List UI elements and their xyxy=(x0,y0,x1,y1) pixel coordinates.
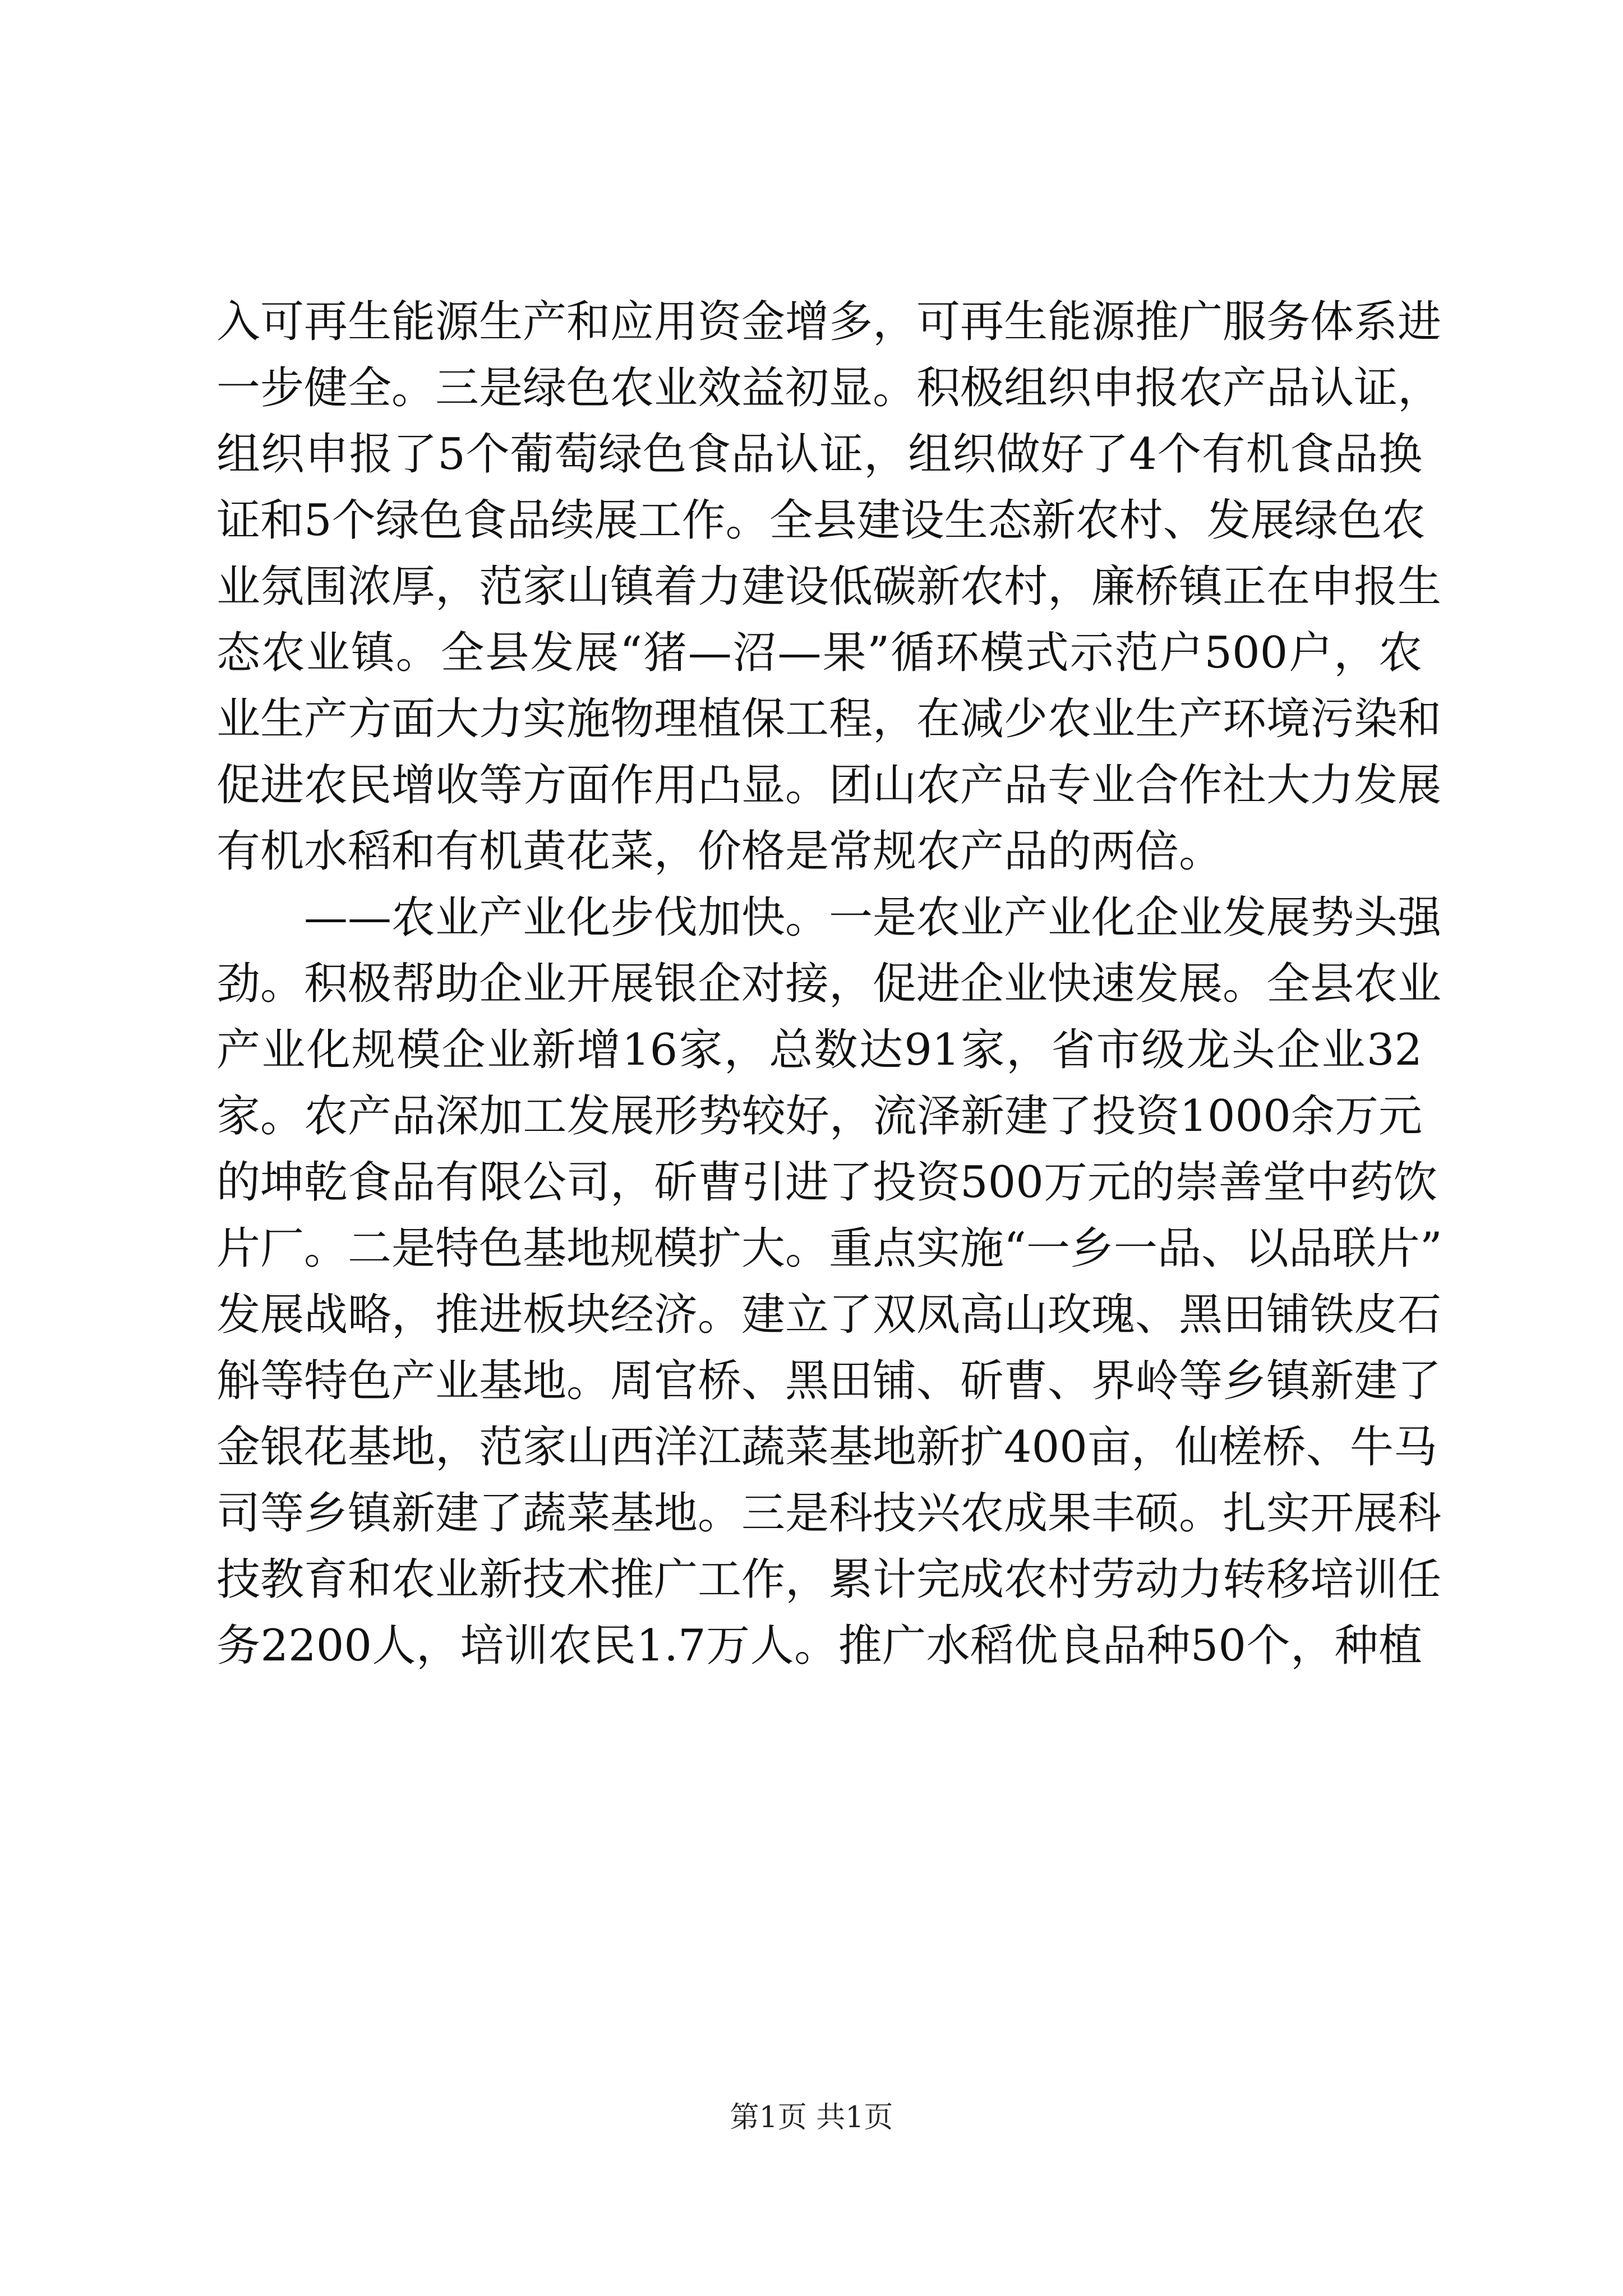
text-line: 斛等特色产业基地。周官桥、黑田铺、斫曹、界岭等乡镇新建了 xyxy=(216,1356,1442,1406)
text-line: 态农业镇。全县发展“猪—沼—果”循环模式示范户500户，农 xyxy=(216,628,1422,678)
paragraph xyxy=(216,885,1442,1679)
text-line: 劲。积极帮助企业开展银企对接，促进企业快速发展。全县农业 xyxy=(216,959,1442,1009)
text-line: 业生产方面大力实施物理植保工程，在减少农业生产环境污染和 xyxy=(216,694,1442,744)
text-line: 的坤乾食品有限公司，斫曹引进了投资500万元的崇善堂中药饮 xyxy=(216,1157,1437,1208)
page-footer: 第1页 共1页 xyxy=(730,2101,893,2134)
paragraph xyxy=(216,289,1442,885)
text-line: 发展战略，推进板块经济。建立了双凤高山玫瑰、黑田铺铁皮石 xyxy=(216,1290,1442,1340)
text-line: 产业化规模企业新增16家，总数达91家，省市级龙头企业32 xyxy=(216,1025,1422,1075)
text-line: 司等乡镇新建了蔬菜基地。三是科技兴农成果丰硕。扎实开展科 xyxy=(216,1488,1442,1539)
text-line: 金银花基地，范家山西洋江蔬菜基地新扩400亩，仙槎桥、牛马 xyxy=(216,1422,1437,1473)
text-line: 促进农民增收等方面作用凸显。团山农产品专业合作社大力发展 xyxy=(216,760,1442,811)
text-line: 有机水稻和有机黄花菜，价格是常规农产品的两倍。 xyxy=(216,826,1223,877)
text-line: 组织申报了5个葡萄绿色食品认证，组织做好了4个有机食品换 xyxy=(216,429,1422,480)
text-line: 技教育和农业新技术推广工作，累计完成农村劳动力转移培训任 xyxy=(216,1554,1442,1605)
text-line: 入可再生能源生产和应用资金增多，可再生能源推广服务体系进 xyxy=(216,297,1442,347)
document-body xyxy=(216,289,1442,1679)
text-line: 一步健全。三是绿色农业效益初显。积极组织申报农产品认证， xyxy=(216,363,1442,413)
text-line: 家。农产品深加工发展形势较好，流泽新建了投资1000余万元 xyxy=(216,1091,1422,1142)
text-line: ——农业产业化步伐加快。一是农业产业化企业发展势头强 xyxy=(304,892,1442,943)
text-line: 证和5个绿色食品续展工作。全县建设生态新农村、发展绿色农 xyxy=(216,495,1426,546)
text-line: 片厂。二是特色基地规模扩大。重点实施“一乡一品、以品联片” xyxy=(216,1223,1442,1274)
text-line: 业氛围浓厚，范家山镇着力建设低碳新农村，廉桥镇正在申报生 xyxy=(216,562,1442,612)
text-line: 务2200人，培训农民1.7万人。推广水稻优良品种50个，种植 xyxy=(216,1621,1422,1671)
